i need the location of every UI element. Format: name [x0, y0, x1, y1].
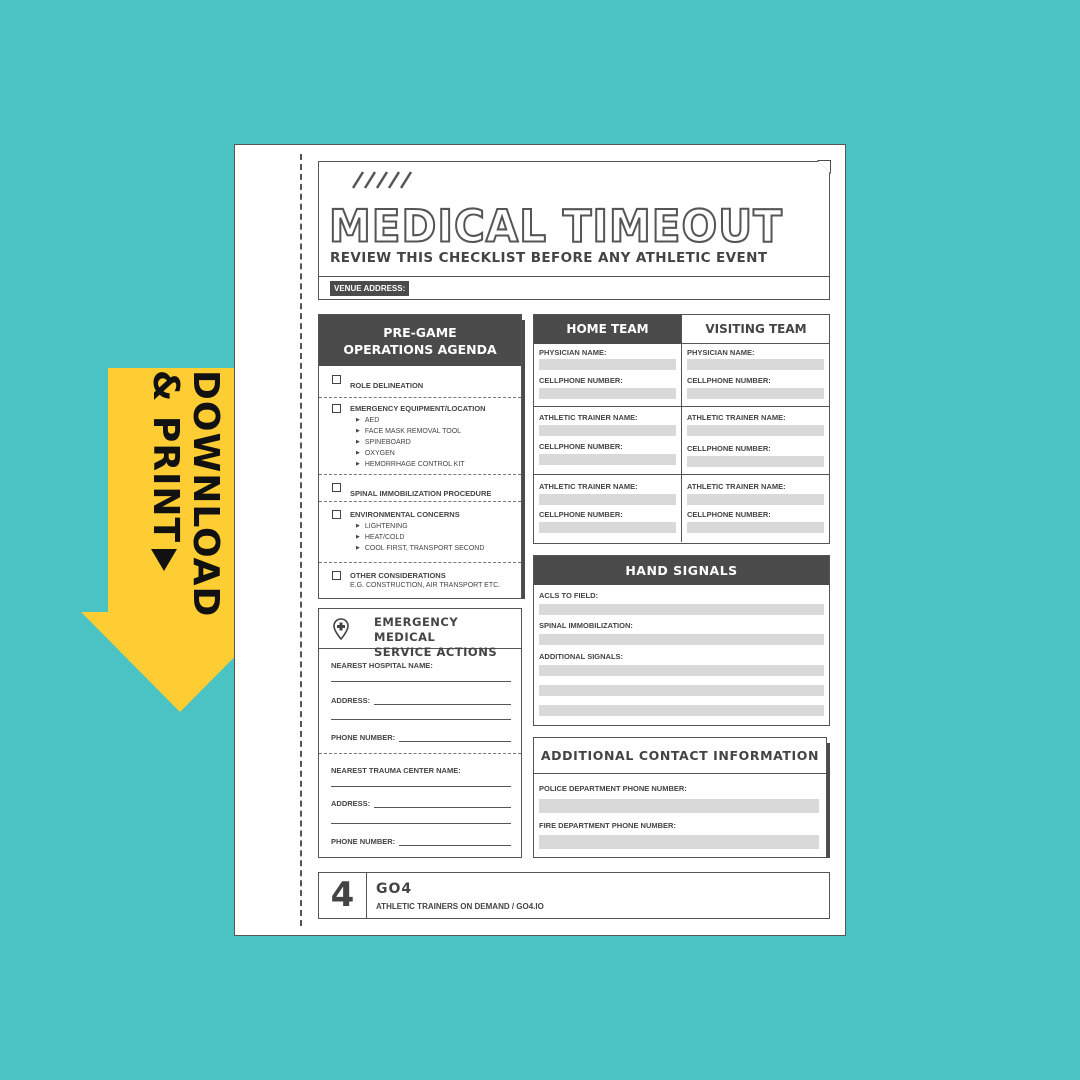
visiting-physician-phone-field[interactable] [687, 388, 824, 399]
spinal-signal-field[interactable] [539, 634, 824, 645]
visiting-team-column [682, 315, 830, 344]
pregame-title: PRE-GAME OPERATIONS AGENDA [319, 315, 521, 366]
additional-signal-field-2[interactable] [539, 685, 824, 696]
visiting-trainer2-phone-field[interactable] [687, 522, 824, 533]
checkbox[interactable] [332, 510, 341, 519]
hospital-phone-field[interactable]: PHONE NUMBER: [331, 733, 511, 742]
hand-signals-title: HAND SIGNALS [534, 556, 829, 585]
home-team-header: HOME TEAM [534, 315, 681, 344]
home-physician-phone-field[interactable] [539, 388, 676, 399]
checklist-item-equipment[interactable]: EMERGENCY EQUIPMENT/LOCATION ▶ AED ▶ FACE MASK REMOVAL TOOL ▶ SPINEBOARD ▶ OXYGEN ▶ HEMORRHAGE CONTROL KIT [319, 398, 521, 474]
hospital-address-line2[interactable] [331, 719, 511, 720]
visiting-trainer1-field[interactable] [687, 425, 824, 436]
home-trainer1-phone-field[interactable] [539, 454, 676, 465]
fire-phone-field[interactable] [539, 835, 819, 849]
brand-tagline: ATHLETIC TRAINERS ON DEMAND / GO4.IO [376, 902, 544, 911]
additional-contact-title: ADDITIONAL CONTACT INFORMATION [534, 738, 826, 774]
header-box [318, 161, 830, 300]
checkbox[interactable] [332, 404, 341, 413]
download-print-label[interactable] [135, 370, 226, 618]
hospital-address-field[interactable]: ADDRESS: [331, 696, 511, 705]
additional-contact-box: ADDITIONAL CONTACT INFORMATION POLICE DEPARTMENT PHONE NUMBER: FIRE DEPARTMENT PHONE NUMBER: [533, 737, 827, 858]
venue-address-label: VENUE ADDRESS: [330, 281, 409, 296]
pregame-agenda-box [318, 314, 522, 599]
footer-box [318, 872, 830, 919]
download-label: DOWNLOAD [185, 370, 226, 618]
home-physician-field[interactable] [539, 359, 676, 370]
visiting-physician-field[interactable] [687, 359, 824, 370]
hospital-name-label: NEAREST HOSPITAL NAME: [331, 661, 433, 670]
checklist-item-other[interactable]: OTHER CONSIDERATIONS E.G. CONSTRUCTION, AIR TRANSPORT ETC. [319, 563, 521, 589]
checklist-item-role[interactable]: ROLE DELINEATION [319, 375, 521, 397]
acls-field[interactable] [539, 604, 824, 615]
trauma-address-line2[interactable] [331, 823, 511, 824]
police-phone-field[interactable] [539, 799, 819, 813]
brand-name: GO4 [376, 881, 413, 897]
hospital-name-line[interactable] [331, 681, 511, 682]
checklist-item-environmental[interactable]: ENVIRONMENTAL CONCERNS ▶ LIGHTENING ▶ HEAT/COLD ▶ COOL FIRST, TRANSPORT SECOND [319, 502, 521, 562]
stripes-icon [351, 170, 421, 190]
checkbox[interactable] [332, 483, 341, 492]
trauma-center-label: NEAREST TRAUMA CENTER NAME: [331, 766, 461, 775]
venue-address-row[interactable] [319, 276, 829, 299]
go4-logo: 4 [319, 873, 367, 918]
teams-table: HOME TEAM VISITING TEAM PHYSICIAN NAME: CELLPHONE NUMBER: ATHLETIC TRAINER NAME: CELLPHONE NUMBER: ATHLETIC TRAINER NAME: CELLPHONE NUMBER: PHYSICIAN NAME: CELLPHONE NUMBER: ATHLETIC TRAINER NAME: CELLPHONE NUMBER: ATHLETIC TRAINER NAME: CELLPHONE NUMBER: [533, 314, 830, 544]
triangle-right-icon [151, 549, 177, 571]
hand-signals-box: HAND SIGNALS ACLS TO FIELD: SPINAL IMMOBILIZATION: ADDITIONAL SIGNALS: [533, 555, 830, 726]
visiting-trainer1-phone-field[interactable] [687, 456, 824, 467]
checklist-item-spinal[interactable]: SPINAL IMMOBILIZATION PROCEDURE [319, 475, 521, 501]
ems-actions-box [318, 608, 522, 858]
checkbox[interactable] [332, 375, 341, 384]
additional-signal-field-1[interactable] [539, 665, 824, 676]
home-trainer2-phone-field[interactable] [539, 522, 676, 533]
trauma-phone-field[interactable]: PHONE NUMBER: [331, 837, 511, 846]
home-trainer1-field[interactable] [539, 425, 676, 436]
page-subtitle: REVIEW THIS CHECKLIST BEFORE ANY ATHLETIC EVENT [330, 250, 768, 266]
print-label: & PRINT [145, 370, 186, 544]
visiting-trainer2-field[interactable] [687, 494, 824, 505]
trauma-center-line[interactable] [331, 786, 511, 787]
home-trainer2-field[interactable] [539, 494, 676, 505]
location-pin-icon [333, 618, 349, 640]
perforation-line [300, 154, 302, 926]
page-title: MEDICAL TIMEOUT [329, 200, 783, 253]
trauma-address-field[interactable]: ADDRESS: [331, 799, 511, 808]
checkbox[interactable] [332, 571, 341, 580]
ems-title: EMERGENCY MEDICAL SERVICE ACTIONS [374, 615, 498, 659]
visiting-team-header: VISITING TEAM [682, 315, 830, 344]
additional-signal-field-3[interactable] [539, 705, 824, 716]
